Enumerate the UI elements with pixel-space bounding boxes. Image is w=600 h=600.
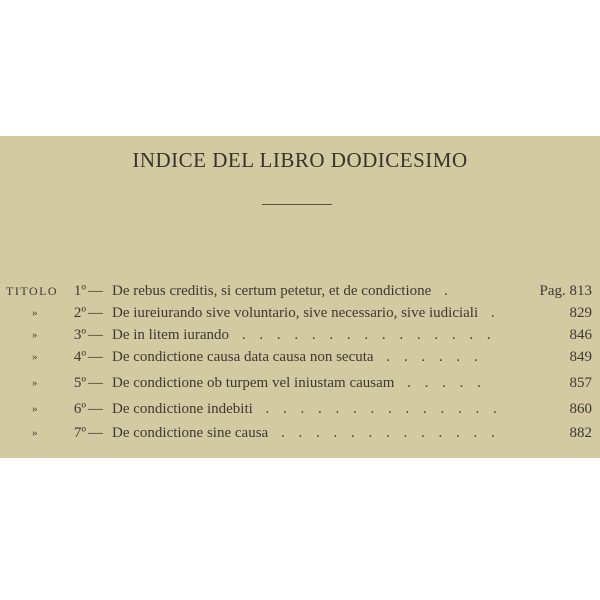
page-title: INDICE DEL LIBRO DODICESIMO [132, 148, 468, 172]
entry-title-line [112, 346, 483, 368]
entry-dash: — [88, 327, 103, 343]
entry-dash: — [88, 401, 103, 417]
entry-lead: » [32, 307, 38, 319]
entry-number: 3º [73, 327, 86, 343]
entry-lead: TITOLO [6, 284, 59, 298]
entry-title: De condictione indebiti [112, 401, 253, 417]
entry-title: De condictione ob turpem vel iniustam causam [112, 375, 395, 391]
entry-title-line [112, 280, 453, 302]
entry-title: De condictione causa data causa non secuta [112, 349, 374, 365]
entry-number: 7º [73, 425, 86, 441]
entry-leader-dots: . [435, 283, 453, 299]
entry-dash: — [88, 425, 103, 441]
entry-page: 849 [569, 349, 592, 365]
entry-title: De iureiurando sive voluntario, sive necessario, sive iudiciali [112, 305, 479, 321]
entry-lead: » [32, 377, 38, 389]
entry-lead: » [32, 427, 38, 439]
entry-page: 829 [569, 305, 592, 321]
entry-leader-dots: . [482, 305, 500, 321]
entry-number: 5º [73, 375, 86, 391]
entry-title-line [112, 422, 500, 444]
toc-entry [0, 372, 600, 394]
entry-title: De condictione sine causa [112, 425, 269, 441]
entry-page: 882 [569, 425, 592, 441]
toc-entry [0, 302, 600, 324]
entry-page: 860 [569, 401, 592, 417]
entry-dash: — [88, 283, 103, 299]
entry-leader-dots: . . . . . . . . . . . . . . . [233, 327, 496, 343]
entry-title-line [112, 324, 496, 346]
entry-title: De in litem iurando [112, 327, 230, 343]
entry-page: 846 [569, 327, 592, 343]
entry-lead: » [32, 329, 38, 341]
toc-entry [0, 324, 600, 346]
entry-lead: » [32, 351, 38, 363]
entry-leader-dots: . . . . . . . . . . . . . [272, 425, 500, 441]
entry-number: 4º [73, 349, 86, 365]
entry-title-line [112, 398, 502, 420]
entry-dash: — [88, 375, 103, 391]
entry-leader-dots: . . . . . . . . . . . . . . [256, 401, 502, 417]
entry-dash: — [88, 349, 103, 365]
entry-dash: — [88, 305, 103, 321]
title-divider [262, 204, 332, 205]
toc-entry [0, 398, 600, 420]
entry-number: 1º [73, 283, 86, 299]
entry-title: De rebus creditis, si certum petetur, et de condictione [112, 283, 432, 299]
entry-page: Pag. 813 [539, 283, 592, 299]
entry-lead: » [32, 403, 38, 415]
toc-entry [0, 422, 600, 444]
entry-number: 2º [73, 305, 86, 321]
entry-title-line [112, 372, 486, 394]
entry-page: 857 [569, 375, 592, 391]
entry-number: 6º [73, 401, 86, 417]
entry-leader-dots: . . . . . [398, 375, 486, 391]
entry-title-line [112, 302, 500, 324]
toc-entry [0, 280, 600, 302]
toc-entry [0, 346, 600, 368]
entry-leader-dots: . . . . . . [377, 349, 483, 365]
